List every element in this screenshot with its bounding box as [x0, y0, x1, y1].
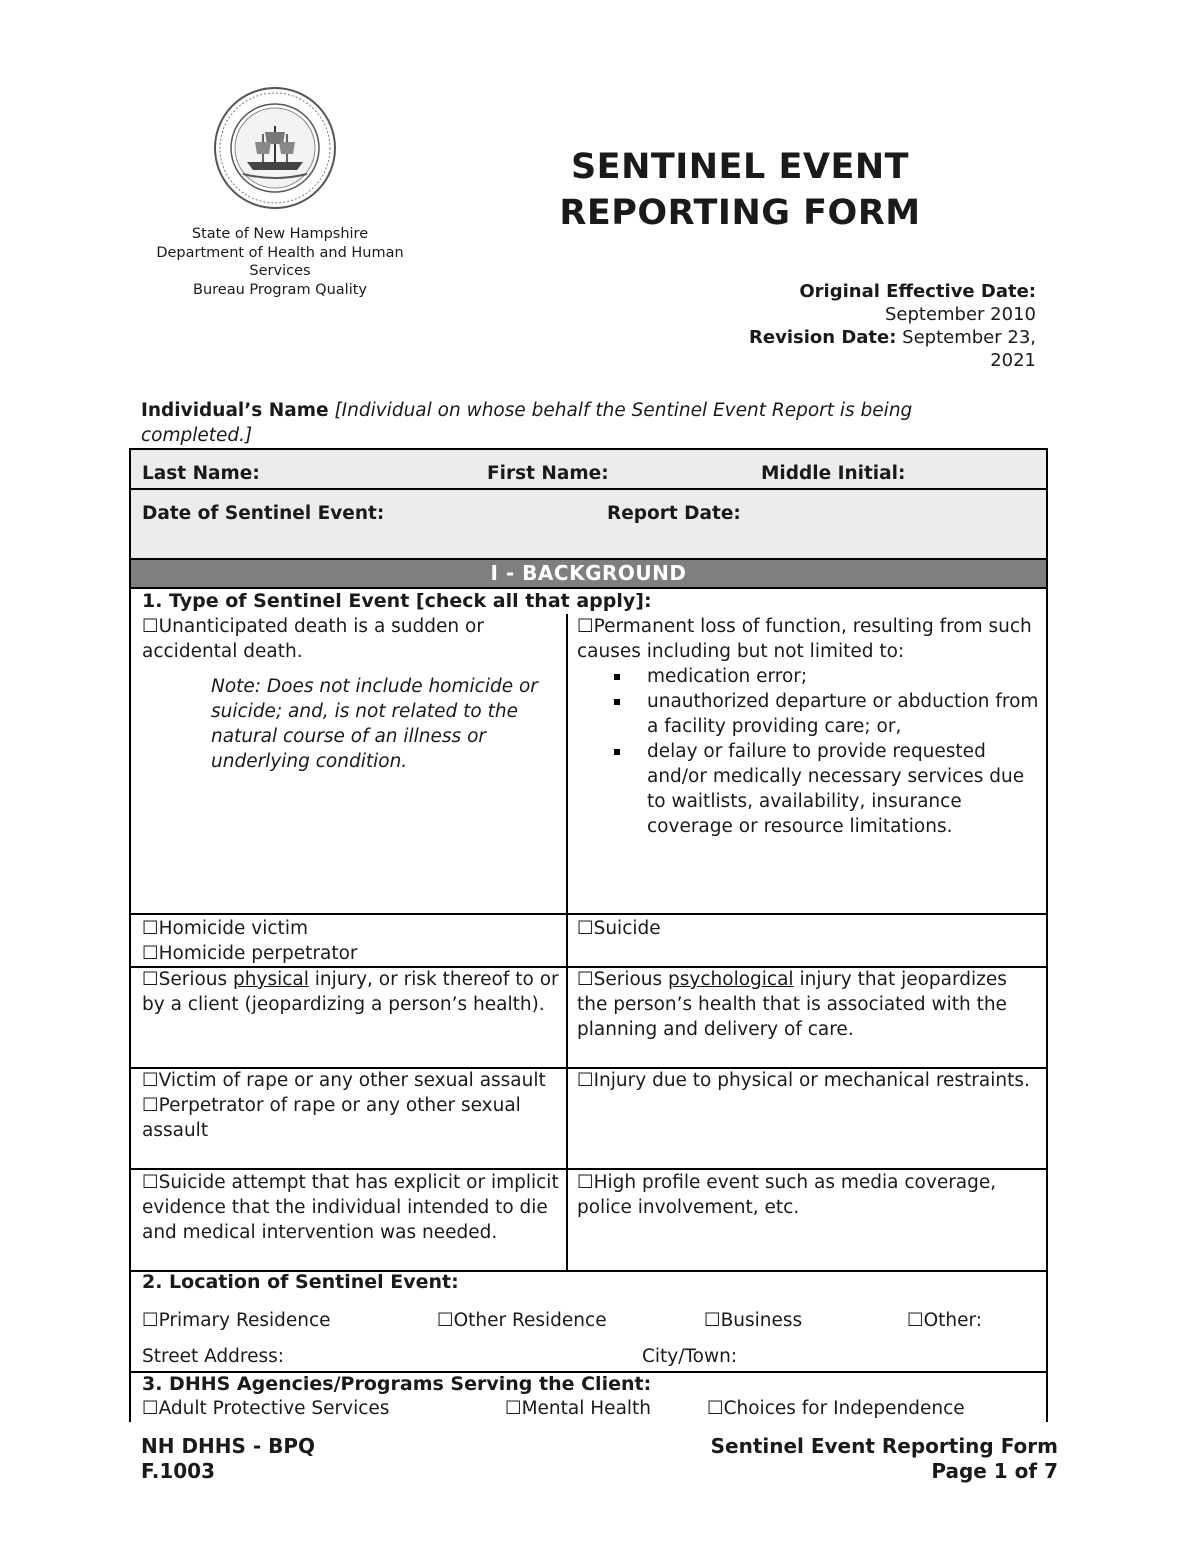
- option-label: Primary Residence: [158, 1310, 331, 1331]
- option-label: Other Residence: [453, 1310, 607, 1331]
- report-date-field[interactable]: Report Date:: [607, 503, 741, 524]
- street-address-field[interactable]: Street Address:: [142, 1346, 285, 1367]
- checkbox-icon[interactable]: ☐: [505, 1398, 522, 1419]
- agency-choices-for-independence[interactable]: [707, 1398, 965, 1419]
- event-date-field[interactable]: Date of Sentinel Event:: [142, 503, 385, 524]
- option-rape: [142, 1068, 560, 1143]
- footer-form-number: F.1003: [141, 1459, 215, 1483]
- option-homicide: [142, 916, 560, 966]
- option-label: Choices for Independence: [723, 1398, 965, 1419]
- section-background-header: I - BACKGROUND: [131, 560, 1046, 587]
- option-label: Business: [720, 1310, 803, 1331]
- revision-year: 2021: [990, 350, 1036, 371]
- option-label: Victim of rape or any other sexual assault: [158, 1070, 546, 1091]
- column-divider: [566, 614, 568, 1270]
- question-1-heading: 1. Type of Sentinel Event [check all that apply]:: [142, 590, 652, 612]
- checkbox-icon[interactable]: ☐: [577, 1070, 594, 1091]
- option-label: High profile event such as media coverage, police involvement, etc.: [577, 1172, 997, 1218]
- checkbox-icon[interactable]: ☐: [437, 1310, 454, 1331]
- option-label: Suicide: [593, 918, 661, 939]
- location-primary-residence[interactable]: [142, 1310, 331, 1331]
- last-name-field[interactable]: Last Name:: [142, 463, 260, 484]
- option-restraint-injury[interactable]: [577, 1068, 1039, 1093]
- bullet-item: [577, 689, 1039, 739]
- option-label: Perpetrator of rape or any other sexual assault: [142, 1095, 521, 1141]
- divider: [131, 587, 1046, 589]
- individual-heading: [141, 398, 1021, 448]
- title-line-1: SENTINEL EVENT: [570, 147, 910, 187]
- option-label: injury, or risk thereof to or by a client (jeopardizing a person’s health).: [142, 969, 559, 1015]
- agency-mental-health[interactable]: [505, 1398, 651, 1419]
- bullet-icon: [614, 749, 620, 755]
- option-label: Other:: [923, 1310, 983, 1331]
- date-row: [131, 490, 1046, 558]
- bullet-text: unauthorized departure or abduction from a facility providing care; or,: [647, 691, 1039, 737]
- option-homicide-perpetrator[interactable]: [142, 941, 560, 966]
- option-label: Adult Protective Services: [158, 1398, 390, 1419]
- bullet-item: [577, 739, 1039, 839]
- location-business[interactable]: [704, 1310, 802, 1331]
- checkbox-icon[interactable]: ☐: [142, 918, 159, 939]
- checkbox-icon[interactable]: ☐: [707, 1398, 724, 1419]
- footer-left: [141, 1434, 315, 1484]
- checkbox-icon[interactable]: ☐: [577, 616, 594, 637]
- checkbox-icon[interactable]: ☐: [142, 1398, 159, 1419]
- checkbox-icon[interactable]: ☐: [142, 1070, 159, 1091]
- checkbox-icon[interactable]: ☐: [704, 1310, 721, 1331]
- option-label: Homicide perpetrator: [158, 943, 358, 964]
- bullet-text: medication error;: [647, 666, 808, 687]
- bullet-icon: [614, 674, 620, 680]
- checkbox-icon[interactable]: ☐: [577, 969, 594, 990]
- option-label: Homicide victim: [158, 918, 308, 939]
- question-2-heading: 2. Location of Sentinel Event:: [142, 1271, 459, 1293]
- revision-label: Revision Date:: [749, 327, 897, 348]
- name-row: [131, 450, 1046, 488]
- agency-adult-protective-services[interactable]: [142, 1398, 389, 1419]
- option-rape-victim[interactable]: [142, 1068, 560, 1093]
- death-note: Note: Does not include homicide or suicide; and, is not related to the natural course of an illness or underlying condition.: [211, 676, 538, 772]
- individual-label: Individual’s Name: [141, 400, 329, 421]
- option-label: Serious: [593, 969, 669, 990]
- city-town-field[interactable]: City/Town:: [642, 1346, 738, 1367]
- divider: [131, 913, 1046, 915]
- agency-state: State of New Hampshire: [191, 226, 369, 242]
- checkbox-icon[interactable]: ☐: [907, 1310, 924, 1331]
- agency-services: Services: [249, 263, 311, 279]
- bullet-text: delay or failure to provide requested and/or medically necessary services due to waitlists, availability, insurance coverage or resource limitations.: [647, 741, 1025, 837]
- original-effective-label: Original Effective Date:: [799, 281, 1036, 302]
- option-suicide[interactable]: [577, 916, 1039, 941]
- checkbox-icon[interactable]: ☐: [142, 969, 159, 990]
- option-label: Unanticipated death is a sudden or accidental death.: [142, 616, 484, 662]
- original-effective-value: September 2010: [884, 304, 1036, 325]
- option-rape-perpetrator[interactable]: [142, 1093, 560, 1143]
- option-label: Mental Health: [521, 1398, 652, 1419]
- option-homicide-victim[interactable]: [142, 916, 560, 941]
- individual-note: [Individual on whose behalf the Sentinel Event Report is being completed.]: [141, 400, 913, 446]
- option-unanticipated-death[interactable]: [142, 614, 560, 774]
- first-name-field[interactable]: First Name:: [487, 463, 609, 484]
- checkbox-icon[interactable]: ☐: [142, 1095, 159, 1116]
- option-label: Permanent loss of function, resulting from such causes including but not limited to:: [577, 616, 1032, 662]
- checkbox-icon[interactable]: ☐: [142, 1172, 159, 1193]
- checkbox-icon[interactable]: ☐: [142, 943, 159, 964]
- footer-agency: NH DHHS - BPQ: [141, 1434, 316, 1458]
- checkbox-icon[interactable]: ☐: [577, 918, 594, 939]
- title-line-2: REPORTING FORM: [559, 193, 921, 233]
- location-other-residence[interactable]: [437, 1310, 607, 1331]
- location-other[interactable]: [907, 1310, 982, 1331]
- form-title: [520, 144, 960, 236]
- option-label-emphasis: physical: [233, 969, 309, 990]
- option-serious-psychological-injury[interactable]: [577, 967, 1039, 1042]
- footer-page-number: Page 1 of 7: [931, 1459, 1058, 1483]
- option-permanent-loss[interactable]: [577, 614, 1039, 839]
- option-suicide-attempt[interactable]: [142, 1170, 560, 1245]
- revision-value: September 23,: [902, 327, 1036, 348]
- option-label: Injury due to physical or mechanical restraints.: [593, 1070, 1030, 1091]
- option-label: Suicide attempt that has explicit or implicit evidence that the individual intended to die and medical intervention was needed.: [142, 1172, 559, 1243]
- agency-bureau: Bureau Program Quality: [193, 281, 367, 298]
- bullet-icon: [614, 699, 620, 705]
- option-label: injury that jeopardizes the person’s health that is associated with the planning and delivery of care.: [577, 969, 1007, 1040]
- option-serious-physical-injury[interactable]: [142, 967, 560, 1017]
- report-form: [129, 448, 1048, 1422]
- footer-right: [640, 1434, 1058, 1484]
- option-label-emphasis: psychological: [668, 969, 794, 990]
- agency-block: [140, 225, 420, 299]
- option-label: Serious: [158, 969, 234, 990]
- bullet-item: [577, 664, 1039, 689]
- checkbox-icon[interactable]: ☐: [142, 1310, 159, 1331]
- question-3-heading: 3. DHHS Agencies/Programs Serving the Client:: [142, 1373, 652, 1395]
- footer-form-title: Sentinel Event Reporting Form: [710, 1434, 1058, 1458]
- agency-department: Department of Health and Human: [156, 244, 404, 261]
- state-seal: [213, 86, 337, 210]
- date-block: [660, 280, 1036, 372]
- option-high-profile-event[interactable]: [577, 1170, 1039, 1220]
- checkbox-icon[interactable]: ☐: [142, 616, 159, 637]
- middle-initial-field[interactable]: Middle Initial:: [761, 463, 906, 484]
- checkbox-icon[interactable]: ☐: [577, 1172, 594, 1193]
